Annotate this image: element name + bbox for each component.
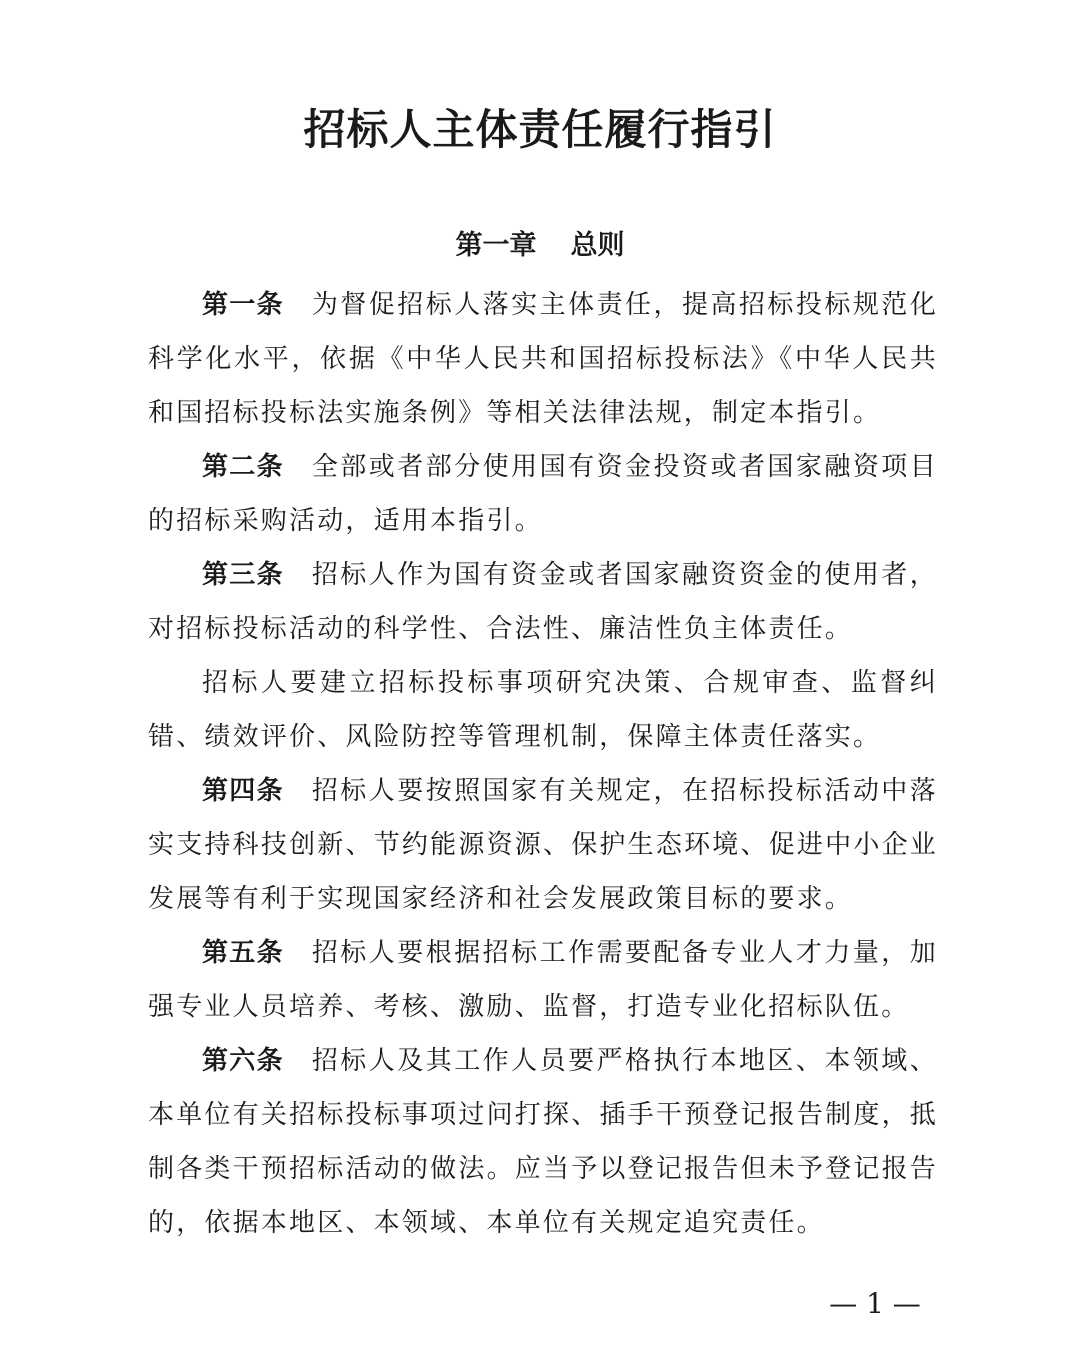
article-3: [148, 548, 938, 656]
document-body: [148, 278, 938, 1250]
article-label: 第六条: [202, 1046, 284, 1076]
article-label: 第一条: [202, 290, 284, 320]
article-text: 招标人要根据招标工作需要配备专业人才力量，加强专业人员培养、考核、激励、监督，打造专业化招标队伍。: [148, 938, 938, 1022]
article-label: 第五条: [202, 938, 284, 968]
article-label: 第二条: [202, 452, 284, 482]
article-label: 第四条: [202, 776, 284, 806]
article-6: [148, 1034, 938, 1250]
article-text: 招标人要按照国家有关规定，在招标投标活动中落实支持科技创新、节约能源资源、保护生态环境、促进中小企业发展等有利于实现国家经济和社会发展政策目标的要求。: [148, 776, 938, 914]
chapter-name: 总则: [570, 230, 625, 261]
article-4: [148, 764, 938, 926]
article-5: [148, 926, 938, 1034]
page-number: — 1 —: [829, 1287, 921, 1320]
chapter-heading: [0, 224, 1080, 268]
article-text: 招标人作为国有资金或者国家融资资金的使用者，对招标投标活动的科学性、合法性、廉洁性负主体责任。: [148, 560, 938, 644]
article-label: 第三条: [202, 560, 284, 590]
article-3-continued: [148, 656, 938, 764]
article-text: 招标人要建立招标投标事项研究决策、合规审查、监督纠错、绩效评价、风险防控等管理机制，保障主体责任落实。: [148, 668, 938, 752]
chapter-number: 第一章: [455, 230, 537, 261]
article-1: [148, 278, 938, 440]
article-text: 全部或者部分使用国有资金投资或者国家融资项目的招标采购活动，适用本指引。: [148, 452, 938, 536]
article-2: [148, 440, 938, 548]
document-title: 招标人主体责任履行指引: [303, 105, 777, 154]
article-text: 招标人及其工作人员要严格执行本地区、本领域、本单位有关招标投标事项过问打探、插手干预登记报告制度，抵制各类干预招标活动的做法。应当予以登记报告但未予登记报告的，依据本地区、本领域、本单位有关规定追究责任。: [148, 1046, 938, 1238]
article-text: 为督促招标人落实主体责任，提高招标投标规范化科学化水平，依据《中华人民共和国招标投标法》《中华人民共和国招标投标法实施条例》等相关法律法规，制定本指引。: [148, 290, 938, 428]
